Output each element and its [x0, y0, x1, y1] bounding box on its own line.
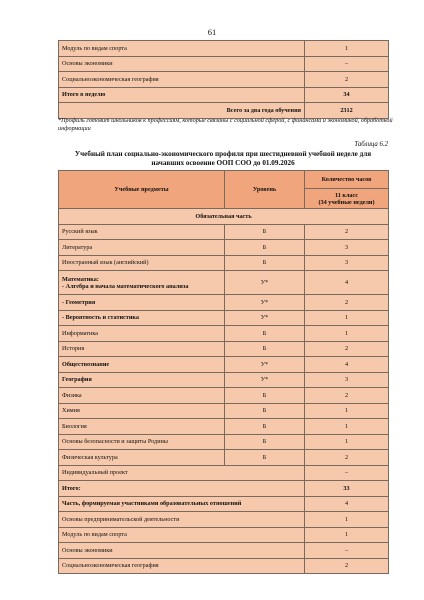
top-row-hours: 34 [305, 87, 389, 103]
subject-hours: 2 [305, 295, 389, 311]
subject-name: География [59, 372, 225, 388]
subject-hours: 3 [305, 240, 389, 256]
main-table [58, 170, 389, 574]
elective-row [59, 543, 389, 559]
header-subjects: Учебные предметы [59, 171, 225, 209]
top-row-subject: Социальноэкономическая география [59, 72, 305, 88]
table-caption: Учебный план социально-экономического профиля при шестидневной учебной неделе для начавших освоение ООП СОО до 01.09.2026 [74, 150, 372, 167]
top-row-hours: – [305, 56, 389, 72]
subject-name: Русский язык [59, 224, 225, 240]
header-grade [305, 189, 389, 209]
page-number: 61 [207, 27, 217, 37]
header-hours: Количество часов [305, 171, 389, 189]
subject-name-line1: Математика: [62, 275, 99, 283]
subject-row [59, 357, 389, 373]
subject-row [59, 310, 389, 326]
subject-hours: 3 [305, 372, 389, 388]
top-table-row [59, 56, 389, 72]
subject-hours: 2 [305, 388, 389, 404]
top-total-label: Всего за два года обучения [59, 103, 305, 119]
subject-name: Литература [59, 240, 225, 256]
subject-hours: 3 [305, 255, 389, 271]
subject-name-line2: - Алгебра и начала математического анализа [62, 282, 189, 290]
top-row-hours: 2 [305, 72, 389, 88]
subject-name: - Геометрия [59, 295, 225, 311]
subject-level: У* [225, 271, 305, 295]
project-row-label: Индивидуальный проект [59, 465, 305, 481]
subject-level: Б [225, 450, 305, 466]
elective-row-hours: 2 [305, 558, 389, 574]
subject-row [59, 224, 389, 240]
subject-level: Б [225, 240, 305, 256]
elective-row-hours: 1 [305, 512, 389, 528]
subject-row [59, 419, 389, 435]
total-row-hours: 33 [305, 481, 389, 497]
table-number: Таблица 6.2 [354, 141, 388, 148]
project-row-hours: – [305, 465, 389, 481]
subject-name: Физическая культура [59, 450, 225, 466]
subject-level: Б [225, 224, 305, 240]
subject-level: Б [225, 403, 305, 419]
total-row [59, 481, 389, 497]
elective-row [59, 512, 389, 528]
subject-name: Информатика [59, 326, 225, 342]
elective-row-label: Модуль по видам спорта [59, 527, 305, 543]
subject-hours: 2 [305, 450, 389, 466]
subject-hours: 1 [305, 326, 389, 342]
subject-row [59, 372, 389, 388]
subject-hours: 1 [305, 419, 389, 435]
subject-name: Физика [59, 388, 225, 404]
subject-row [59, 434, 389, 450]
top-row-subject: Итого в неделю [59, 87, 305, 103]
top-row-hours: 1 [305, 41, 389, 57]
subject-row [59, 403, 389, 419]
subject-name [59, 271, 225, 295]
top-row-subject: Модуль по видам спорта [59, 41, 305, 57]
elective-row-hours: 1 [305, 527, 389, 543]
top-total-value: 2312 [305, 103, 389, 119]
project-row [59, 465, 389, 481]
subject-name: Обществознание [59, 357, 225, 373]
subject-level: У* [225, 357, 305, 373]
subject-row [59, 295, 389, 311]
subject-hours: 1 [305, 310, 389, 326]
subject-row [59, 240, 389, 256]
optional-part-row-hours: 4 [305, 496, 389, 512]
elective-row-label: Социальноэкономическая география [59, 558, 305, 574]
header-grade-line1: 11 класс [334, 191, 358, 199]
subject-name: Биология [59, 419, 225, 435]
subject-name: Основы безопасности и защиты Родины [59, 434, 225, 450]
elective-row [59, 558, 389, 574]
section-mandatory: Обязательная часть [59, 209, 389, 225]
header-grade-line2: (34 учебные недели) [318, 198, 375, 206]
top-table-row [59, 41, 389, 57]
total-row-label: Итого: [59, 481, 305, 497]
subject-level: У* [225, 372, 305, 388]
top-row-subject: Основы экономики [59, 56, 305, 72]
subject-name: Иностранный язык (английский) [59, 255, 225, 271]
subject-row [59, 341, 389, 357]
subject-name: Химия [59, 403, 225, 419]
top-table [58, 40, 389, 119]
subject-hours: 2 [305, 224, 389, 240]
elective-row-hours: – [305, 543, 389, 559]
subject-row [59, 388, 389, 404]
top-table-row [59, 87, 389, 103]
subject-row [59, 255, 389, 271]
subject-level: У* [225, 295, 305, 311]
subject-row [59, 450, 389, 466]
elective-row-label: Основы экономики [59, 543, 305, 559]
subject-level: Б [225, 419, 305, 435]
subject-level: Б [225, 326, 305, 342]
subject-hours: 1 [305, 403, 389, 419]
subject-row [59, 326, 389, 342]
subject-hours: 4 [305, 357, 389, 373]
subject-level: Б [225, 341, 305, 357]
subject-level: Б [225, 434, 305, 450]
elective-row-label: Основы предпринимательской деятельности [59, 512, 305, 528]
footnote: *Профиль готовит школьников к профессиям, которые связаны с социальной сферой, с финансами и экономикой, обработкой информации [58, 117, 393, 132]
optional-part-row-label: Часть, формируемая участниками образовательных отношений [59, 496, 305, 512]
subject-level: У* [225, 310, 305, 326]
header-level: Уровень [225, 171, 305, 209]
elective-row [59, 527, 389, 543]
optional-part-row [59, 496, 389, 512]
subject-hours: 2 [305, 341, 389, 357]
subject-name: - Вероятность и статистика [59, 310, 225, 326]
subject-hours: 1 [305, 434, 389, 450]
top-total-row [59, 103, 389, 119]
subject-row [59, 271, 389, 295]
subject-level: Б [225, 388, 305, 404]
subject-level: Б [225, 255, 305, 271]
top-table-row [59, 72, 389, 88]
subject-hours: 4 [305, 271, 389, 295]
subject-name: История [59, 341, 225, 357]
